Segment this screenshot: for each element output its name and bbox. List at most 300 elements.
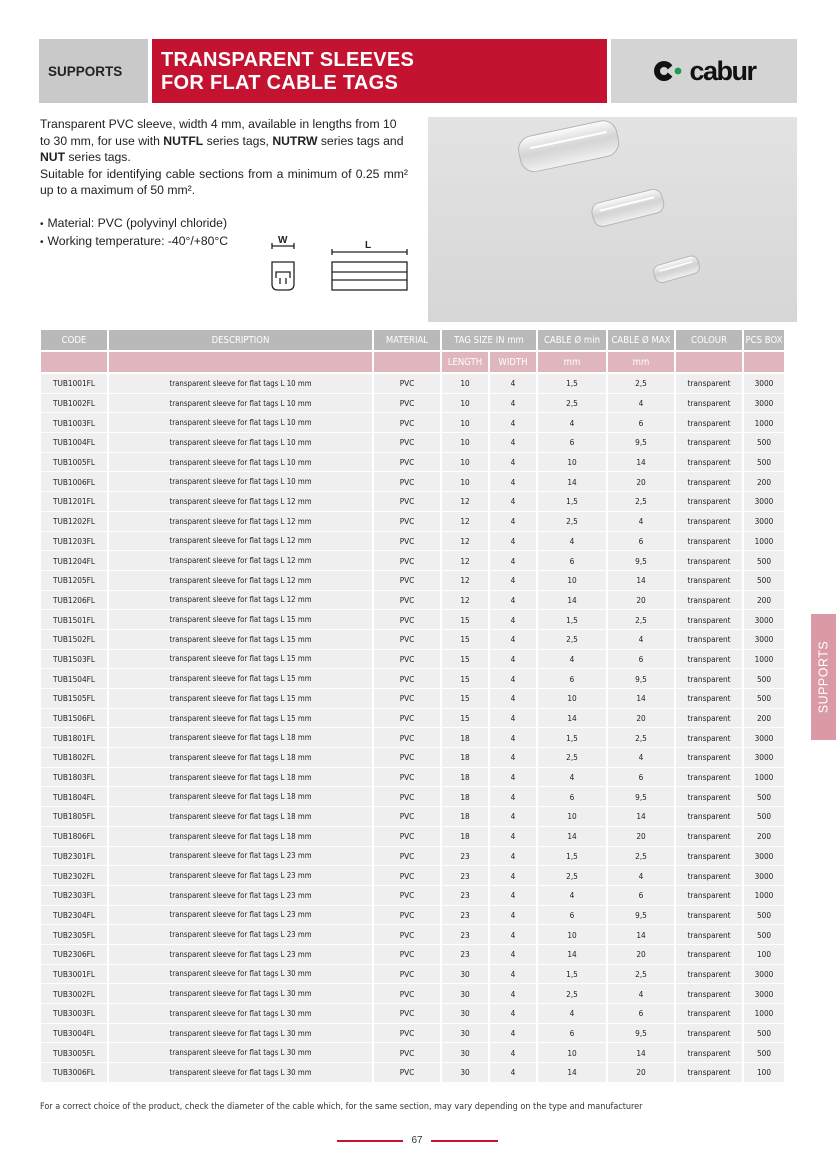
feature-material: • Material: PVC (polyvinyl chloride) bbox=[40, 215, 408, 234]
cell-pcs-box: 500 bbox=[744, 551, 784, 571]
cell-description: transparent sleeve for flat tags L 10 mm bbox=[109, 413, 372, 433]
cell-colour: transparent bbox=[676, 374, 742, 394]
cell-width: 4 bbox=[490, 650, 536, 670]
drawing-width-label: W bbox=[278, 235, 288, 246]
cell-width: 4 bbox=[490, 787, 536, 807]
cell-material: PVC bbox=[374, 374, 440, 394]
table-row bbox=[41, 1043, 784, 1063]
cell-colour: transparent bbox=[676, 827, 742, 847]
cell-cable-max: 6 bbox=[608, 413, 674, 433]
cell-length: 30 bbox=[442, 1063, 488, 1083]
cell-cable-max: 4 bbox=[608, 984, 674, 1004]
cell-width: 4 bbox=[490, 1043, 536, 1063]
cell-cable-max: 14 bbox=[608, 689, 674, 709]
cell-material: PVC bbox=[374, 709, 440, 729]
cell-width: 4 bbox=[490, 492, 536, 512]
table-row bbox=[41, 532, 784, 552]
cell-code: TUB1805FL bbox=[41, 807, 107, 827]
cell-width: 4 bbox=[490, 689, 536, 709]
cell-material: PVC bbox=[374, 630, 440, 650]
cell-cable-max: 2,5 bbox=[608, 847, 674, 867]
cell-width: 4 bbox=[490, 551, 536, 571]
cell-pcs-box: 3000 bbox=[744, 866, 784, 886]
cell-width: 4 bbox=[490, 866, 536, 886]
cell-length: 12 bbox=[442, 551, 488, 571]
cell-code: TUB1005FL bbox=[41, 453, 107, 473]
table-body bbox=[41, 374, 784, 1083]
cell-pcs-box: 1000 bbox=[744, 768, 784, 788]
cell-length: 18 bbox=[442, 748, 488, 768]
cell-material: PVC bbox=[374, 492, 440, 512]
cell-material: PVC bbox=[374, 945, 440, 965]
cell-colour: transparent bbox=[676, 472, 742, 492]
cell-width: 4 bbox=[490, 669, 536, 689]
cell-colour: transparent bbox=[676, 591, 742, 611]
table-row bbox=[41, 1024, 784, 1044]
cell-material: PVC bbox=[374, 984, 440, 1004]
cell-description: transparent sleeve for flat tags L 15 mm bbox=[109, 689, 372, 709]
cell-pcs-box: 1000 bbox=[744, 886, 784, 906]
cell-code: TUB1201FL bbox=[41, 492, 107, 512]
cell-cable-min: 10 bbox=[538, 925, 606, 945]
cell-material: PVC bbox=[374, 1043, 440, 1063]
cell-width: 4 bbox=[490, 374, 536, 394]
cell-length: 10 bbox=[442, 433, 488, 453]
table-row bbox=[41, 413, 784, 433]
cell-pcs-box: 500 bbox=[744, 433, 784, 453]
cell-length: 15 bbox=[442, 709, 488, 729]
cell-length: 30 bbox=[442, 1043, 488, 1063]
col-cable-max: CABLE Ø MAX bbox=[608, 330, 674, 352]
cell-cable-max: 9,5 bbox=[608, 669, 674, 689]
cell-cable-min: 1,5 bbox=[538, 610, 606, 630]
cell-cable-max: 6 bbox=[608, 886, 674, 906]
cell-code: TUB3004FL bbox=[41, 1024, 107, 1044]
cell-cable-max: 4 bbox=[608, 630, 674, 650]
col-colour: COLOUR bbox=[676, 330, 742, 352]
cell-cable-min: 2,5 bbox=[538, 866, 606, 886]
cell-cable-min: 10 bbox=[538, 689, 606, 709]
cell-length: 23 bbox=[442, 847, 488, 867]
cell-width: 4 bbox=[490, 847, 536, 867]
cell-width: 4 bbox=[490, 748, 536, 768]
page-rule-right bbox=[431, 1140, 498, 1142]
cell-code: TUB1002FL bbox=[41, 394, 107, 414]
cell-width: 4 bbox=[490, 591, 536, 611]
cell-material: PVC bbox=[374, 906, 440, 926]
table-subheader-row bbox=[41, 352, 784, 374]
cell-cable-max: 2,5 bbox=[608, 610, 674, 630]
cell-cable-max: 14 bbox=[608, 925, 674, 945]
cell-cable-max: 14 bbox=[608, 807, 674, 827]
cell-cable-min: 14 bbox=[538, 709, 606, 729]
table-row bbox=[41, 689, 784, 709]
cell-code: TUB1801FL bbox=[41, 728, 107, 748]
cell-material: PVC bbox=[374, 551, 440, 571]
cell-cable-min: 2,5 bbox=[538, 512, 606, 532]
table-row bbox=[41, 374, 784, 394]
cell-description: transparent sleeve for flat tags L 10 mm bbox=[109, 472, 372, 492]
cell-colour: transparent bbox=[676, 1043, 742, 1063]
cell-code: TUB1206FL bbox=[41, 591, 107, 611]
cell-cable-max: 9,5 bbox=[608, 551, 674, 571]
cell-colour: transparent bbox=[676, 551, 742, 571]
cell-pcs-box: 500 bbox=[744, 1043, 784, 1063]
cell-description: transparent sleeve for flat tags L 12 mm bbox=[109, 591, 372, 611]
table-row bbox=[41, 925, 784, 945]
cell-width: 4 bbox=[490, 984, 536, 1004]
cell-code: TUB1501FL bbox=[41, 610, 107, 630]
cell-length: 23 bbox=[442, 925, 488, 945]
cell-length: 30 bbox=[442, 1024, 488, 1044]
cell-description: transparent sleeve for flat tags L 23 mm bbox=[109, 925, 372, 945]
cell-description: transparent sleeve for flat tags L 23 mm bbox=[109, 866, 372, 886]
cell-code: TUB2305FL bbox=[41, 925, 107, 945]
product-table bbox=[39, 330, 786, 1083]
cell-description: transparent sleeve for flat tags L 30 mm bbox=[109, 984, 372, 1004]
cell-description: transparent sleeve for flat tags L 15 mm bbox=[109, 650, 372, 670]
description-paragraph-2: Suitable for identifying cable sections from a minimum of 0.25 mm² up to a maximum of 50 mm². bbox=[40, 166, 408, 197]
cell-description: transparent sleeve for flat tags L 30 mm bbox=[109, 1043, 372, 1063]
cell-cable-max: 2,5 bbox=[608, 965, 674, 985]
cell-cable-max: 9,5 bbox=[608, 433, 674, 453]
cell-code: TUB3003FL bbox=[41, 1004, 107, 1024]
cell-length: 18 bbox=[442, 827, 488, 847]
page-rule-left bbox=[337, 1140, 403, 1142]
cell-code: TUB2304FL bbox=[41, 906, 107, 926]
cell-width: 4 bbox=[490, 1004, 536, 1024]
table-row bbox=[41, 728, 784, 748]
cell-colour: transparent bbox=[676, 433, 742, 453]
cell-code: TUB1503FL bbox=[41, 650, 107, 670]
col-tag-size: TAG SIZE IN mm bbox=[442, 330, 536, 352]
cell-description: transparent sleeve for flat tags L 18 mm bbox=[109, 768, 372, 788]
cell-description: transparent sleeve for flat tags L 18 mm bbox=[109, 807, 372, 827]
cell-cable-max: 9,5 bbox=[608, 906, 674, 926]
product-photo bbox=[428, 117, 797, 322]
table-row bbox=[41, 787, 784, 807]
side-section-tab[interactable] bbox=[811, 614, 836, 740]
cell-code: TUB1001FL bbox=[41, 374, 107, 394]
cell-code: TUB1202FL bbox=[41, 512, 107, 532]
cell-colour: transparent bbox=[676, 689, 742, 709]
cell-description: transparent sleeve for flat tags L 10 mm bbox=[109, 453, 372, 473]
brand-logo bbox=[611, 39, 797, 103]
table-row bbox=[41, 768, 784, 788]
cell-code: TUB2302FL bbox=[41, 866, 107, 886]
cell-description: transparent sleeve for flat tags L 12 mm bbox=[109, 512, 372, 532]
cell-pcs-box: 3000 bbox=[744, 847, 784, 867]
section-label-text: SUPPORTS bbox=[48, 63, 123, 79]
cell-cable-min: 1,5 bbox=[538, 374, 606, 394]
table-row bbox=[41, 394, 784, 414]
cell-code: TUB3002FL bbox=[41, 984, 107, 1004]
cell-cable-max: 6 bbox=[608, 532, 674, 552]
cell-length: 18 bbox=[442, 787, 488, 807]
cell-length: 15 bbox=[442, 689, 488, 709]
cell-width: 4 bbox=[490, 906, 536, 926]
cell-cable-min: 14 bbox=[538, 945, 606, 965]
cell-pcs-box: 500 bbox=[744, 669, 784, 689]
table-row bbox=[41, 551, 784, 571]
cell-colour: transparent bbox=[676, 532, 742, 552]
cell-cable-min: 4 bbox=[538, 768, 606, 788]
cell-pcs-box: 500 bbox=[744, 571, 784, 591]
cell-pcs-box: 3000 bbox=[744, 748, 784, 768]
cell-material: PVC bbox=[374, 886, 440, 906]
cell-pcs-box: 1000 bbox=[744, 1004, 784, 1024]
cell-material: PVC bbox=[374, 669, 440, 689]
cell-length: 10 bbox=[442, 374, 488, 394]
cell-cable-max: 4 bbox=[608, 866, 674, 886]
cell-description: transparent sleeve for flat tags L 15 mm bbox=[109, 630, 372, 650]
cell-material: PVC bbox=[374, 768, 440, 788]
cell-length: 12 bbox=[442, 571, 488, 591]
cell-cable-max: 20 bbox=[608, 591, 674, 611]
cell-code: TUB1802FL bbox=[41, 748, 107, 768]
table-row bbox=[41, 1063, 784, 1083]
cell-cable-min: 4 bbox=[538, 886, 606, 906]
cell-length: 12 bbox=[442, 512, 488, 532]
cell-length: 30 bbox=[442, 984, 488, 1004]
logo-mark-icon bbox=[652, 58, 686, 84]
cell-code: TUB2303FL bbox=[41, 886, 107, 906]
cell-colour: transparent bbox=[676, 709, 742, 729]
page-number: 67 bbox=[411, 1135, 423, 1146]
cell-colour: transparent bbox=[676, 847, 742, 867]
cell-cable-max: 20 bbox=[608, 709, 674, 729]
cell-cable-max: 6 bbox=[608, 650, 674, 670]
cell-cable-min: 2,5 bbox=[538, 394, 606, 414]
cell-colour: transparent bbox=[676, 1063, 742, 1083]
cell-pcs-box: 200 bbox=[744, 709, 784, 729]
table-row bbox=[41, 847, 784, 867]
cell-length: 15 bbox=[442, 630, 488, 650]
cell-pcs-box: 3000 bbox=[744, 630, 784, 650]
subcol-min-unit: mm bbox=[538, 352, 606, 374]
cell-length: 23 bbox=[442, 866, 488, 886]
cell-code: TUB1804FL bbox=[41, 787, 107, 807]
cell-length: 12 bbox=[442, 492, 488, 512]
cell-pcs-box: 1000 bbox=[744, 650, 784, 670]
table-row bbox=[41, 886, 784, 906]
feature-temperature: • Working temperature: -40°/+80°C bbox=[40, 233, 408, 252]
cell-pcs-box: 500 bbox=[744, 807, 784, 827]
cell-code: TUB1204FL bbox=[41, 551, 107, 571]
cell-material: PVC bbox=[374, 827, 440, 847]
cell-length: 30 bbox=[442, 1004, 488, 1024]
cell-width: 4 bbox=[490, 925, 536, 945]
col-code: CODE bbox=[41, 330, 107, 352]
cell-material: PVC bbox=[374, 807, 440, 827]
table-row bbox=[41, 984, 784, 1004]
subcol-length: LENGTH bbox=[442, 352, 488, 374]
cell-cable-min: 10 bbox=[538, 807, 606, 827]
side-tab-label: SUPPORTS bbox=[816, 640, 831, 714]
cell-material: PVC bbox=[374, 610, 440, 630]
cell-material: PVC bbox=[374, 1004, 440, 1024]
cell-colour: transparent bbox=[676, 807, 742, 827]
cell-pcs-box: 100 bbox=[744, 945, 784, 965]
table-row bbox=[41, 709, 784, 729]
cell-pcs-box: 3000 bbox=[744, 610, 784, 630]
cell-pcs-box: 3000 bbox=[744, 374, 784, 394]
cell-width: 4 bbox=[490, 965, 536, 985]
cell-width: 4 bbox=[490, 945, 536, 965]
cell-cable-min: 4 bbox=[538, 532, 606, 552]
cell-cable-min: 2,5 bbox=[538, 630, 606, 650]
table-row bbox=[41, 945, 784, 965]
subcol-width: WIDTH bbox=[490, 352, 536, 374]
cell-pcs-box: 3000 bbox=[744, 492, 784, 512]
cell-cable-max: 14 bbox=[608, 571, 674, 591]
cell-material: PVC bbox=[374, 1063, 440, 1083]
cell-code: TUB1203FL bbox=[41, 532, 107, 552]
cell-length: 10 bbox=[442, 453, 488, 473]
cell-pcs-box: 500 bbox=[744, 453, 784, 473]
cell-description: transparent sleeve for flat tags L 12 mm bbox=[109, 532, 372, 552]
cell-description: transparent sleeve for flat tags L 10 mm bbox=[109, 374, 372, 394]
table-row bbox=[41, 472, 784, 492]
page-title-line1: TRANSPARENT SLEEVES bbox=[161, 49, 415, 71]
cell-pcs-box: 3000 bbox=[744, 728, 784, 748]
cell-colour: transparent bbox=[676, 1024, 742, 1044]
cell-description: transparent sleeve for flat tags L 18 mm bbox=[109, 728, 372, 748]
cell-cable-max: 14 bbox=[608, 453, 674, 473]
cell-length: 12 bbox=[442, 532, 488, 552]
cell-pcs-box: 3000 bbox=[744, 394, 784, 414]
cell-pcs-box: 500 bbox=[744, 787, 784, 807]
cell-code: TUB3005FL bbox=[41, 1043, 107, 1063]
table-row bbox=[41, 610, 784, 630]
cell-description: transparent sleeve for flat tags L 30 mm bbox=[109, 1063, 372, 1083]
cell-colour: transparent bbox=[676, 1004, 742, 1024]
cell-description: transparent sleeve for flat tags L 12 mm bbox=[109, 492, 372, 512]
cell-width: 4 bbox=[490, 886, 536, 906]
cell-width: 4 bbox=[490, 1024, 536, 1044]
cell-cable-min: 6 bbox=[538, 669, 606, 689]
cell-cable-min: 6 bbox=[538, 551, 606, 571]
cell-colour: transparent bbox=[676, 866, 742, 886]
cell-colour: transparent bbox=[676, 453, 742, 473]
cell-cable-max: 6 bbox=[608, 1004, 674, 1024]
cell-colour: transparent bbox=[676, 413, 742, 433]
drawing-length-label: L bbox=[365, 240, 372, 251]
cell-material: PVC bbox=[374, 532, 440, 552]
table-row bbox=[41, 512, 784, 532]
cell-material: PVC bbox=[374, 965, 440, 985]
cell-cable-max: 20 bbox=[608, 1063, 674, 1083]
cell-width: 4 bbox=[490, 807, 536, 827]
cell-colour: transparent bbox=[676, 610, 742, 630]
cell-cable-min: 6 bbox=[538, 1024, 606, 1044]
cell-pcs-box: 500 bbox=[744, 1024, 784, 1044]
cell-length: 15 bbox=[442, 610, 488, 630]
cell-pcs-box: 3000 bbox=[744, 965, 784, 985]
table-row bbox=[41, 1004, 784, 1024]
description-paragraph-1: Transparent PVC sleeve, width 4 mm, available in lengths from 10 to 30 mm, for use with NUTFL series tags, NUTRW series tags and NUT series tags. bbox=[40, 117, 404, 164]
cell-cable-min: 1,5 bbox=[538, 847, 606, 867]
cell-material: PVC bbox=[374, 394, 440, 414]
cell-code: TUB1205FL bbox=[41, 571, 107, 591]
cell-cable-max: 20 bbox=[608, 472, 674, 492]
table-row bbox=[41, 630, 784, 650]
cell-description: transparent sleeve for flat tags L 18 mm bbox=[109, 827, 372, 847]
table-row bbox=[41, 669, 784, 689]
cell-cable-min: 14 bbox=[538, 827, 606, 847]
cell-description: transparent sleeve for flat tags L 23 mm bbox=[109, 886, 372, 906]
cell-colour: transparent bbox=[676, 728, 742, 748]
cell-code: TUB3006FL bbox=[41, 1063, 107, 1083]
cell-cable-min: 1,5 bbox=[538, 492, 606, 512]
cell-description: transparent sleeve for flat tags L 10 mm bbox=[109, 394, 372, 414]
cell-material: PVC bbox=[374, 787, 440, 807]
subcol-max-unit: mm bbox=[608, 352, 674, 374]
cell-width: 4 bbox=[490, 610, 536, 630]
cell-length: 10 bbox=[442, 413, 488, 433]
cell-width: 4 bbox=[490, 453, 536, 473]
table-row bbox=[41, 571, 784, 591]
cell-colour: transparent bbox=[676, 512, 742, 532]
cell-width: 4 bbox=[490, 768, 536, 788]
cell-description: transparent sleeve for flat tags L 18 mm bbox=[109, 748, 372, 768]
cell-length: 23 bbox=[442, 906, 488, 926]
cell-cable-max: 14 bbox=[608, 1043, 674, 1063]
cell-code: TUB1803FL bbox=[41, 768, 107, 788]
cell-code: TUB1505FL bbox=[41, 689, 107, 709]
cell-cable-min: 14 bbox=[538, 472, 606, 492]
cell-pcs-box: 100 bbox=[744, 1063, 784, 1083]
cell-material: PVC bbox=[374, 413, 440, 433]
logo-wordmark: cabur bbox=[689, 55, 756, 86]
cell-colour: transparent bbox=[676, 945, 742, 965]
cell-cable-min: 1,5 bbox=[538, 728, 606, 748]
cell-length: 23 bbox=[442, 886, 488, 906]
cell-cable-min: 14 bbox=[538, 591, 606, 611]
cell-colour: transparent bbox=[676, 925, 742, 945]
cell-pcs-box: 3000 bbox=[744, 512, 784, 532]
table-row bbox=[41, 492, 784, 512]
cell-width: 4 bbox=[490, 571, 536, 591]
cell-colour: transparent bbox=[676, 768, 742, 788]
cell-code: TUB3001FL bbox=[41, 965, 107, 985]
cell-material: PVC bbox=[374, 453, 440, 473]
cell-width: 4 bbox=[490, 433, 536, 453]
table-row bbox=[41, 591, 784, 611]
cell-width: 4 bbox=[490, 630, 536, 650]
cell-cable-min: 4 bbox=[538, 1004, 606, 1024]
cell-length: 18 bbox=[442, 728, 488, 748]
cell-description: transparent sleeve for flat tags L 18 mm bbox=[109, 787, 372, 807]
cell-length: 10 bbox=[442, 472, 488, 492]
cell-colour: transparent bbox=[676, 571, 742, 591]
cell-length: 10 bbox=[442, 394, 488, 414]
cell-colour: transparent bbox=[676, 492, 742, 512]
table-row bbox=[41, 650, 784, 670]
cell-material: PVC bbox=[374, 748, 440, 768]
cell-cable-max: 2,5 bbox=[608, 492, 674, 512]
cell-pcs-box: 1000 bbox=[744, 413, 784, 433]
cell-width: 4 bbox=[490, 827, 536, 847]
cell-material: PVC bbox=[374, 689, 440, 709]
cell-cable-max: 9,5 bbox=[608, 787, 674, 807]
cell-code: TUB2301FL bbox=[41, 847, 107, 867]
cell-width: 4 bbox=[490, 394, 536, 414]
cell-description: transparent sleeve for flat tags L 15 mm bbox=[109, 610, 372, 630]
cell-cable-min: 6 bbox=[538, 906, 606, 926]
cell-description: transparent sleeve for flat tags L 23 mm bbox=[109, 847, 372, 867]
table-row bbox=[41, 866, 784, 886]
